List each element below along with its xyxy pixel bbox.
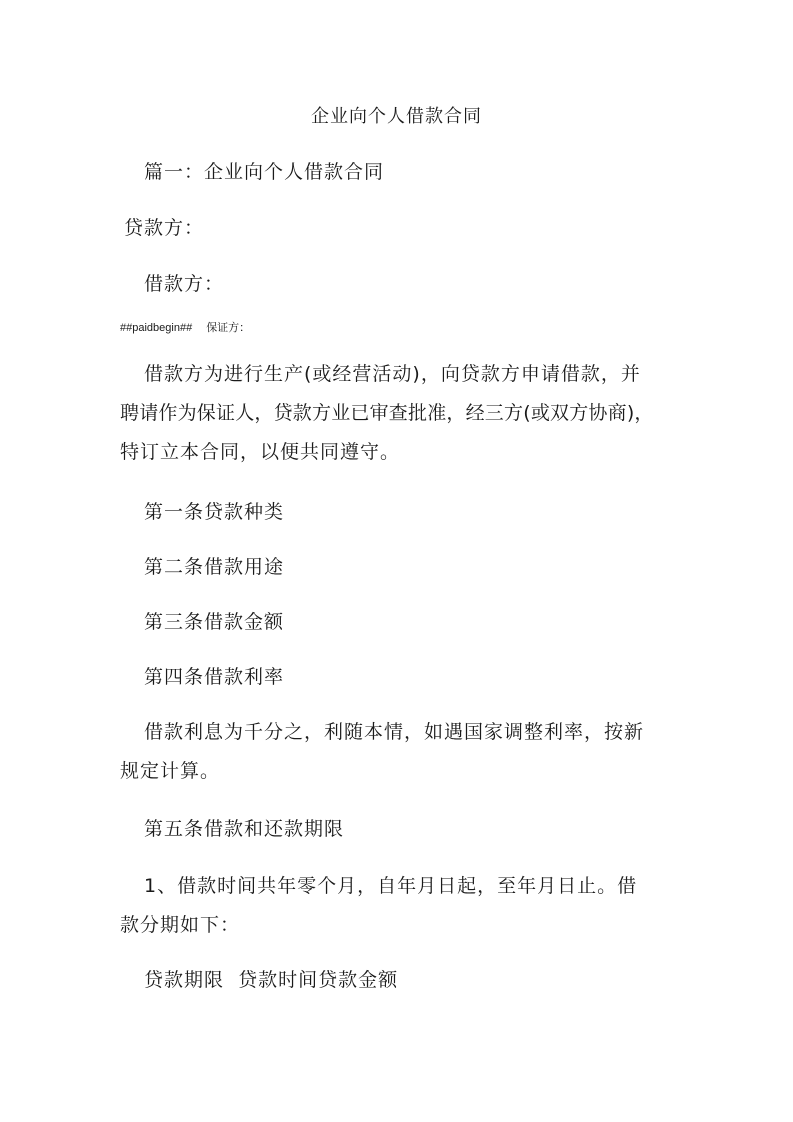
guarantor-label: 保证方： bbox=[206, 321, 251, 334]
document-title: 企业向个人借款合同 bbox=[311, 106, 482, 127]
borrower-label: 借款方： bbox=[144, 273, 225, 295]
article-3: 第三条借款金额 bbox=[144, 611, 285, 633]
section-heading: 篇一：企业向个人借款合同 bbox=[144, 161, 385, 183]
intro-line-1: 借款方为进行生产(或经营活动)，向贷款方申请借款，并 bbox=[144, 363, 641, 385]
article-1: 第一条贷款种类 bbox=[144, 501, 285, 523]
intro-line-3: 特订立本合同，以便共同遵守。 bbox=[120, 441, 401, 463]
interest-line-2: 规定计算。 bbox=[120, 760, 221, 782]
schedule-header: 贷款期限 贷款时间贷款金额 bbox=[144, 969, 399, 991]
article-4: 第四条借款利率 bbox=[144, 666, 285, 688]
term-line-1: 1、借款时间共年零个月，自年月日起，至年月日止。借 bbox=[144, 875, 638, 897]
article-2: 第二条借款用途 bbox=[144, 556, 285, 578]
intro-line-2: 聘请作为保证人，贷款方业已审查批准，经三方(或双方协商)， bbox=[120, 402, 654, 424]
paid-marker: ##paidbegin## bbox=[120, 322, 193, 334]
term-line-2: 款分期如下： bbox=[120, 914, 241, 936]
guarantor-line bbox=[120, 320, 250, 336]
interest-line-1: 借款利息为千分之，利随本情，如遇国家调整利率，按新 bbox=[144, 721, 645, 743]
lender-label: 贷款方： bbox=[124, 217, 205, 239]
article-5: 第五条借款和还款期限 bbox=[144, 818, 345, 840]
